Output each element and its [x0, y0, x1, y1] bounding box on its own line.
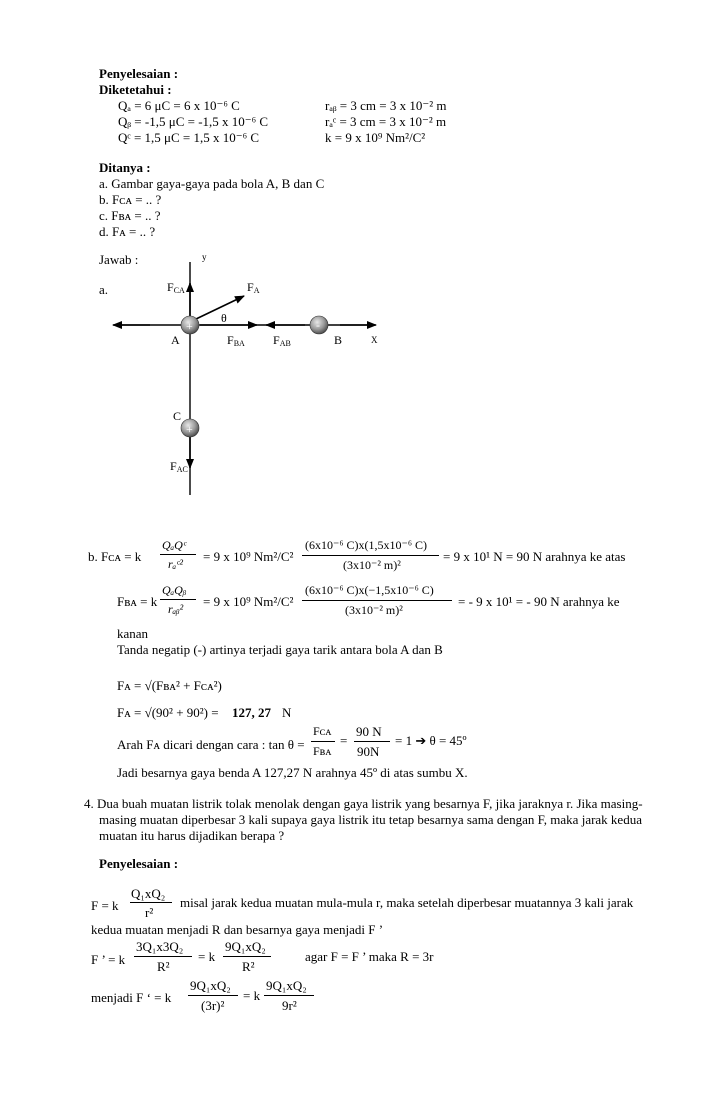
plus-a: + [186, 319, 193, 333]
fca-den: (3x10⁻² m)² [343, 558, 401, 572]
axis-y-label: y [202, 252, 207, 262]
asked-d: d. Fᴀ = .. ? [99, 224, 156, 239]
fp-frac2-bar [223, 956, 271, 957]
fa-calc-unit: N [282, 705, 292, 720]
dir-frac1-num: Fᴄᴀ [313, 724, 332, 738]
plus-c: + [186, 422, 193, 436]
asked-a: a. Gambar gaya-gaya pada bola A, B dan C [99, 176, 325, 191]
fa-arrow [196, 296, 244, 319]
negative-note: Tanda negatip (-) artinya terjadi gaya tarik antara bola A dan B [117, 642, 443, 657]
given-heading: Diketetahui : [99, 82, 172, 97]
f-text2: kedua muatan menjadi R dan besarnya gaya menjadi F ’ [91, 922, 384, 937]
fca-lhs: b. Fᴄᴀ = k [88, 549, 142, 564]
fca-frac-bar [160, 554, 196, 555]
fba-cont: kanan [117, 626, 149, 641]
fp-num1: 3Q₁x3Q₂ [136, 939, 184, 954]
mj-frac1-bar [188, 995, 238, 996]
mj-num1: 9Q₁xQ₂ [190, 978, 231, 993]
axis-x-label: X [371, 335, 378, 345]
problem4-line3: muatan itu harus dijadikan berapa ? [99, 828, 285, 843]
label-fab: FAB [273, 333, 291, 348]
given-rab: rₐᵦ = 3 cm = 3 x 10⁻² m [325, 98, 447, 113]
part-a-label: a. [99, 282, 109, 297]
answer-heading: Jawab : [99, 252, 139, 267]
dir-eq: = [340, 733, 348, 748]
f-text: misal jarak kedua muatan mula-mula r, maka setelah diperbesar muatannya 3 kali jarak [180, 895, 634, 910]
problem4-solution-heading: Penyelesaian : [99, 856, 179, 871]
fca-result: = 9 x 10¹ N = 90 N arahnya ke atas [443, 549, 626, 564]
label-c: C [173, 409, 182, 423]
fba-den: (3x10⁻² m)² [345, 603, 403, 617]
asked-c: c. Fʙᴀ = .. ? [99, 208, 161, 223]
dir-frac2-bar [354, 741, 390, 742]
fba-main-bar [302, 600, 452, 601]
fca-main-bar [302, 555, 439, 556]
dir-frac1-bar [311, 741, 335, 742]
dir-result: = 1 ➔ θ = 45º [395, 733, 467, 748]
fp-den1: R² [157, 959, 170, 974]
fa-calc-lhs: Fᴀ = √(90² + 90²) = [117, 705, 219, 720]
fba-frac-bar [160, 599, 196, 600]
fca-frac-den: rₐᶜ² [168, 557, 183, 571]
dir-frac2-num: 90 N [356, 724, 382, 739]
fa-calc-val: 127, 27 [232, 705, 271, 720]
fp-num2: 9Q₁xQ₂ [225, 939, 266, 954]
mj-den1: (3r)² [201, 998, 225, 1013]
fba-frac-num: QₐQᵦ [162, 583, 187, 597]
f-frac-bar [130, 902, 172, 903]
mj-lhs: menjadi F ‘ = k [91, 990, 172, 1005]
given-qa: Qₐ = 6 μC = 6 x 10⁻⁶ C [118, 98, 240, 113]
fa-formula: Fᴀ = √(Fʙᴀ² + Fᴄᴀ²) [117, 678, 222, 693]
given-qb: Qᵦ = -1,5 μC = -1,5 x 10⁻⁶ C [118, 114, 269, 129]
minus-b: - [316, 318, 320, 332]
given-k: k = 9 x 10⁹ Nm²/C² [325, 130, 426, 145]
f-num: Q₁xQ₂ [131, 886, 166, 901]
problem4-line1: 4. Dua buah muatan listrik tolak menolak dengan gaya listrik yang besarnya F, jika jaraknya r. Jika masing- [84, 796, 643, 811]
label-fba: FBA [227, 333, 245, 348]
label-fca: FCA [167, 280, 185, 295]
fp-cond: agar F = F ’ maka R = 3r [305, 949, 434, 964]
f-den: r² [145, 905, 154, 920]
mj-frac2-bar [264, 995, 314, 996]
fba-result: = - 9 x 10¹ = - 90 N arahnya ke [458, 594, 620, 609]
mj-eq: = k [243, 988, 261, 1003]
asked-heading: Ditanya : [99, 160, 151, 175]
f-lhs: F = k [91, 898, 119, 913]
solution-heading: Penyelesaian : [99, 66, 179, 81]
fp-den2: R² [242, 959, 255, 974]
conclusion: Jadi besarnya gaya benda A 127,27 N arahnya 45º di atas sumbu X. [117, 765, 468, 780]
mj-den2: 9r² [282, 998, 297, 1013]
fp-lhs: F ’ = k [91, 952, 126, 967]
label-fa: FA [247, 280, 260, 295]
fba-mid: = 9 x 10⁹ Nm²/C² [203, 594, 294, 609]
fca-num: (6x10⁻⁶ C)x(1,5x10⁻⁶ C) [305, 538, 428, 552]
direction-text: Arah Fᴀ dicari dengan cara : tan θ = [117, 737, 305, 752]
label-theta: θ [221, 311, 227, 325]
problem4-line2: masing muatan diperbesar 3 kali supaya gaya listrik itu tetap besarnya sama dengan F, maka jarak kedua [99, 812, 642, 827]
label-fac: FAC [170, 459, 188, 474]
fba-num: (6x10⁻⁶ C)x(−1,5x10⁻⁶ C) [305, 583, 434, 597]
fba-frac-den: rₐᵦ² [168, 602, 184, 616]
fp-frac1-bar [134, 956, 192, 957]
given-rac: rₐᶜ = 3 cm = 3 x 10⁻² m [325, 114, 447, 129]
label-b: B [334, 333, 343, 347]
mj-num2: 9Q₁xQ₂ [266, 978, 307, 993]
label-a: A [171, 333, 180, 347]
given-qc: Qᶜ = 1,5 μC = 1,5 x 10⁻⁶ C [118, 130, 260, 145]
fba-lhs: Fʙᴀ = k [117, 594, 158, 609]
asked-b: b. Fᴄᴀ = .. ? [99, 192, 162, 207]
fca-frac-num: QₐQᶜ [162, 538, 186, 552]
dir-frac2-den: 90N [357, 744, 380, 759]
fca-mid: = 9 x 10⁹ Nm²/C² [203, 549, 294, 564]
fp-eq: = k [198, 949, 216, 964]
dir-frac1-den: Fʙᴀ [313, 744, 332, 758]
